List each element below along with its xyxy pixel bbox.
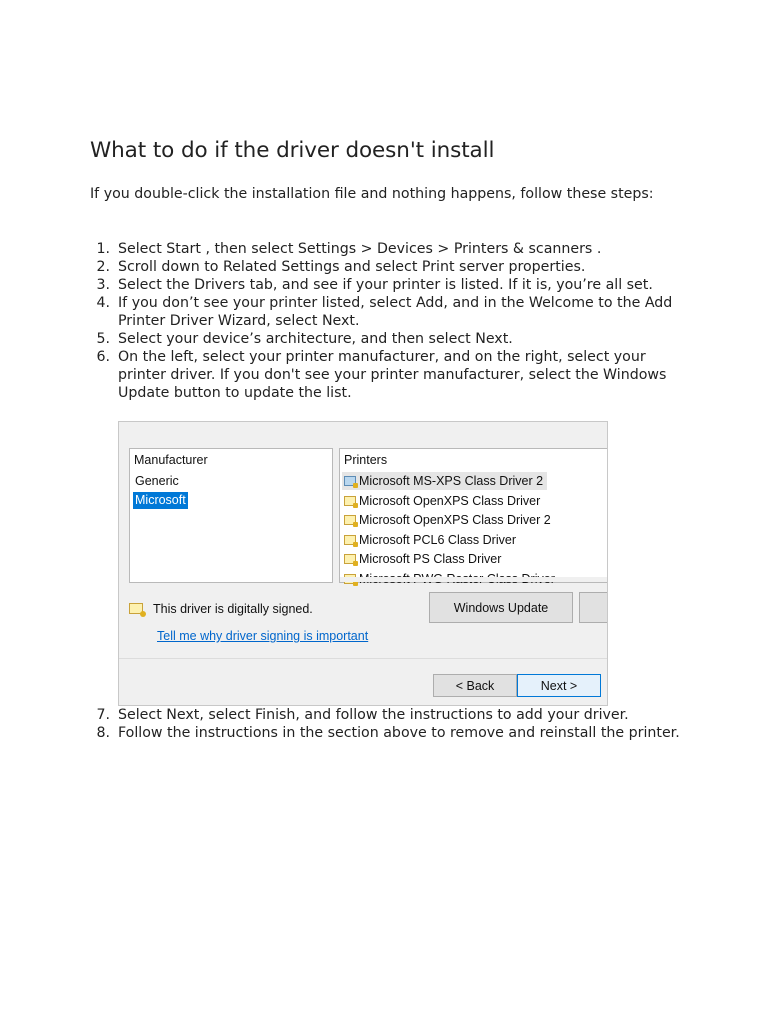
step-number: 2. [96,259,110,275]
step-item [90,294,690,330]
printer-driver-icon [344,476,356,486]
printer-item[interactable] [342,492,544,510]
step-item [90,330,690,348]
printer-item[interactable] [342,511,555,529]
certificate-icon [129,603,143,614]
step-number: 6. [96,349,110,365]
step-item [90,706,690,724]
step-text: Select Next, select Finish, and follow the instructions to add your driver. [118,707,629,723]
intro-paragraph: If you double-click the installation file and nothing happens, follow these steps: [90,186,654,202]
printer-item-label: Microsoft OpenXPS Class Driver 2 [359,513,551,527]
page-heading: What to do if the driver doesn't install [90,138,495,163]
driver-wizard-screenshot [118,421,608,706]
step-text: Select the Drivers tab, and see if your printer is listed. If it is, you’re all set. [118,277,653,293]
step-text: Follow the instructions in the section above to remove and reinstall the printer. [118,725,680,741]
step-item [90,258,690,276]
have-disk-button[interactable] [579,592,608,623]
printer-driver-icon [344,496,356,506]
back-button[interactable]: < Back [433,674,517,697]
printer-list-scrollbar[interactable] [340,577,608,582]
printer-driver-icon [344,554,356,564]
step-item [90,240,690,258]
step-number: 5. [96,331,110,347]
signed-status [129,602,313,616]
printers-header: Printers [344,453,388,467]
divider [119,658,607,659]
step-number: 4. [96,295,110,311]
printer-list[interactable] [339,448,608,583]
printer-driver-icon [344,535,356,545]
step-number: 7. [96,707,110,723]
step-text: Select Start , then select Settings > Devices > Printers & scanners . [118,241,602,257]
step-number: 3. [96,277,110,293]
step-text: If you don’t see your printer listed, select Add, and in the Welcome to the Add Printer Driver Wizard, select Next. [118,295,673,329]
manufacturer-item-microsoft[interactable]: Microsoft [135,493,186,507]
steps-list [90,240,690,402]
step-text: Scroll down to Related Settings and select Print server properties. [118,259,586,275]
printer-item-label: Microsoft PS Class Driver [359,552,502,566]
steps-list-continued [90,706,690,742]
step-item [90,276,690,294]
printer-item[interactable] [342,531,520,549]
printer-item[interactable] [342,550,505,568]
step-item [90,724,690,742]
printer-driver-icon [344,515,356,525]
step-item [90,348,690,402]
next-button[interactable]: Next > [517,674,601,697]
printer-item-label: Microsoft MS-XPS Class Driver 2 [359,474,544,488]
step-number: 8. [96,725,110,741]
windows-update-button[interactable]: Windows Update [429,592,573,623]
manufacturer-item-generic[interactable]: Generic [135,474,179,488]
driver-signing-link[interactable]: Tell me why driver signing is important [157,629,369,643]
step-text: On the left, select your printer manufacturer, and on the right, select your printer driver. If you don't see your printer manufacturer, select the Windows Update button to update the list. [118,349,667,401]
signed-text: This driver is digitally signed. [153,602,313,616]
step-text: Select your device’s architecture, and then select Next. [118,331,513,347]
printer-item-label: Microsoft PCL6 Class Driver [359,533,516,547]
printer-item-label: Microsoft OpenXPS Class Driver [359,494,541,508]
manufacturer-header: Manufacturer [134,453,208,467]
step-number: 1. [96,241,110,257]
manufacturer-list[interactable] [129,448,333,583]
printer-item[interactable] [342,472,547,490]
